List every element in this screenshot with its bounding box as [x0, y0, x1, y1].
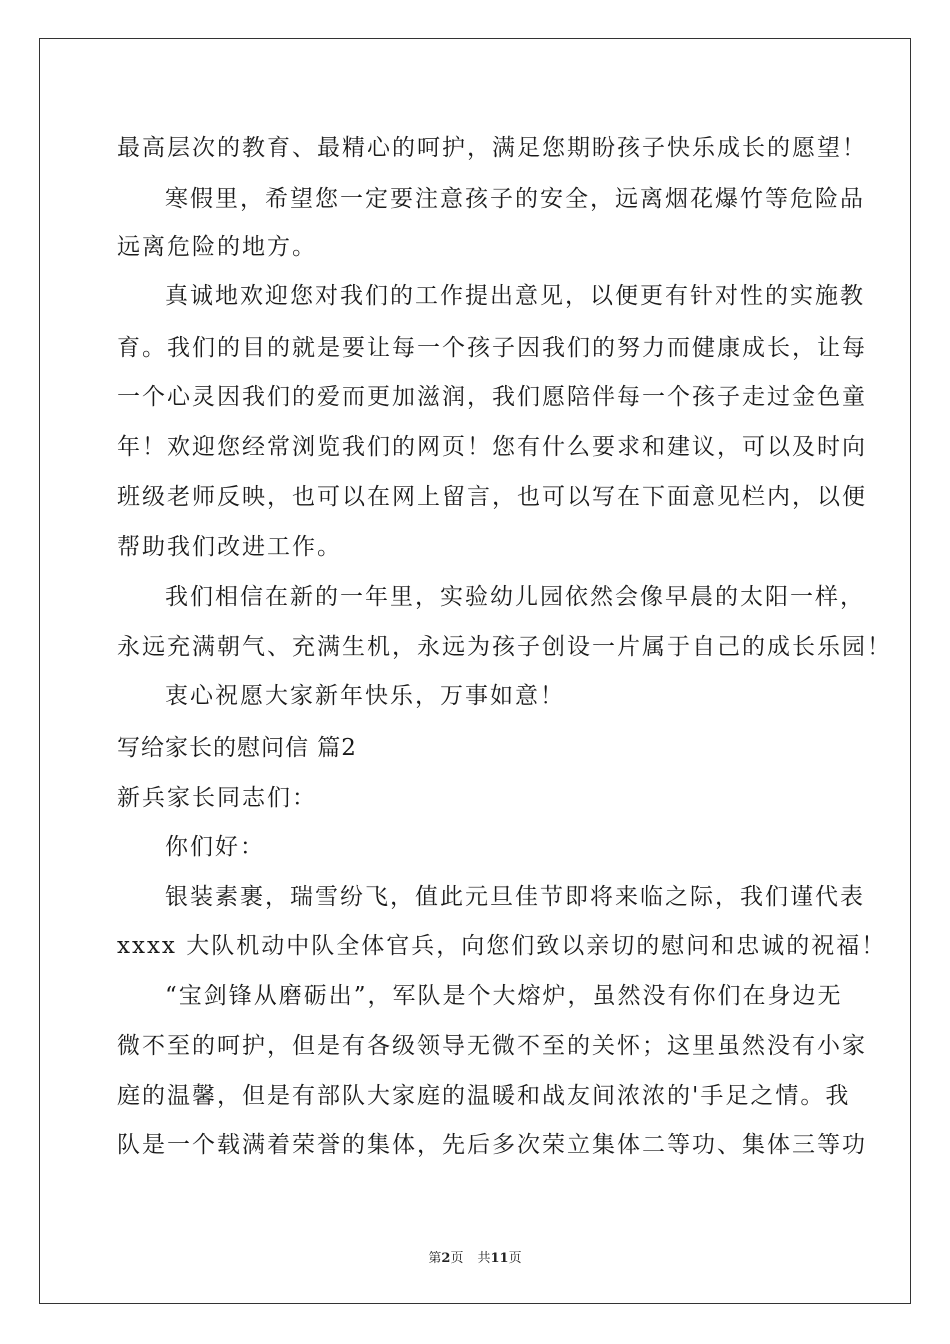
text-line: 寒假里，希望您一定要注意孩子的安全，远离烟花爆竹等危险品: [165, 186, 865, 212]
text-line: 衷心祝愿大家新年快乐，万事如意！: [165, 683, 565, 709]
text-line: 年！欢迎您经常浏览我们的网页！您有什么要求和建议，可以及时向: [117, 434, 867, 460]
current-page-number: 2: [441, 1251, 451, 1266]
greeting: 你们好：: [165, 834, 265, 860]
section-heading: 写给家长的慰问信 篇2: [117, 735, 357, 761]
text-line: 队是一个载满着荣誉的集体，先后多次荣立集体二等功、集体三等功: [117, 1132, 867, 1158]
text-line: 真诚地欢迎您对我们的工作提出意见，以便更有针对性的实施教: [165, 283, 865, 309]
text-line: 永远充满朝气、充满生机，永远为孩子创设一片属于自己的成长乐园！: [117, 634, 892, 660]
text-line: “宝剑锋从磨砺出”，军队是个大熔炉，虽然没有你们在身边无: [165, 983, 843, 1009]
text-line: 庭的温馨，但是有部队大家庭的温暖和战友间浓浓的'手足之情。我: [117, 1083, 851, 1109]
text-line: 一个心灵因我们的爱而更加滋润，我们愿陪伴每一个孩子走过金色童: [117, 384, 867, 410]
text-line: 我们相信在新的一年里，实验幼儿园依然会像早晨的太阳一样，: [165, 584, 865, 610]
text-line: 微不至的呵护，但是有各级领导无微不至的关怀；这里虽然没有小家: [117, 1033, 867, 1059]
total-page-count: 11: [490, 1251, 509, 1266]
page-footer: [0, 1247, 950, 1266]
page-suffix: 页: [450, 1251, 464, 1266]
total-prefix: 共: [477, 1251, 491, 1266]
text-line: 最高层次的教育、最精心的呵护，满足您期盼孩子快乐成长的愿望！: [117, 135, 867, 161]
text-line: 班级老师反映，也可以在网上留言，也可以写在下面意见栏内，以便: [117, 484, 867, 510]
total-suffix: 页: [508, 1251, 522, 1266]
page-border: [39, 38, 911, 1304]
text-line: 育。我们的目的就是要让每一个孩子因我们的努力而健康成长，让每: [117, 335, 867, 361]
text-line: 银装素裹，瑞雪纷飞，值此元旦佳节即将来临之际，我们谨代表: [165, 884, 865, 910]
text-line: 帮助我们改进工作。: [117, 534, 342, 560]
page-prefix: 第: [428, 1251, 442, 1266]
text-line: xxxx 大队机动中队全体官兵，向您们致以亲切的慰问和忠诚的祝福！: [117, 933, 887, 959]
salutation: 新兵家长同志们：: [117, 785, 317, 811]
text-line: 远离危险的地方。: [117, 234, 317, 260]
